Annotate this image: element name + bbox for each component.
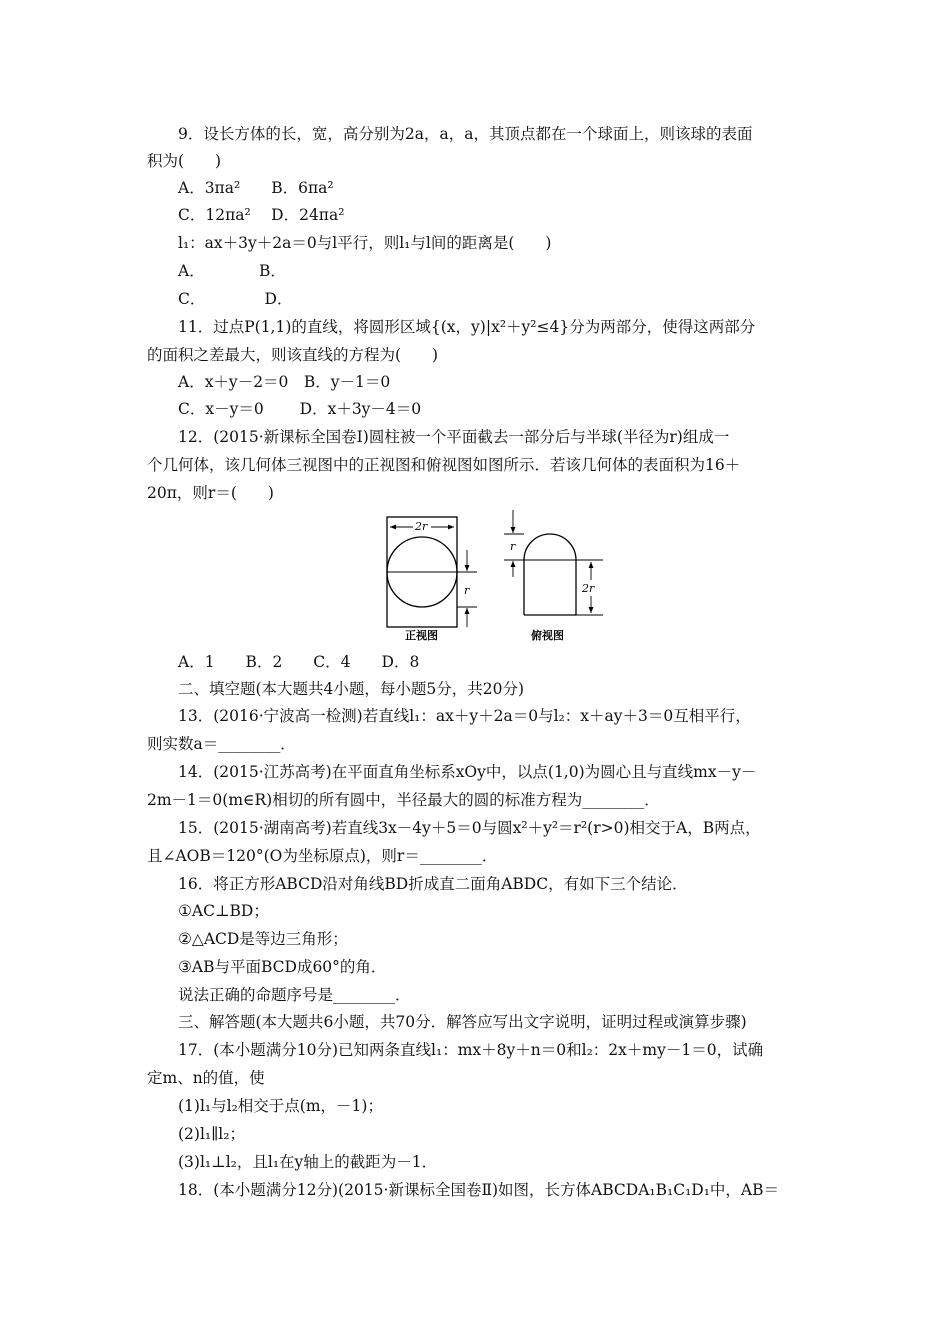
front-2r-arrow-left xyxy=(390,525,396,530)
q11-options-ab: A．x＋y－2＝0 B．y－1＝0 xyxy=(178,373,391,391)
q15-line-1: 15．(2015·湖南高考)若直线3x－4y＋5＝0与圆x²＋y²＝r²(r>0)相交于A，B两点， xyxy=(178,819,761,837)
q16-statement-3: ③AB与平面BCD成60°的角． xyxy=(178,958,387,976)
q10-line-1: l₁：ax＋3y＋2a＝0与l平行，则l₁与l间的距离是( ) xyxy=(178,234,552,252)
front-2r-label: 2r xyxy=(415,520,428,533)
q13-line-1: 13．(2016·宁波高一检测)若直线l₁：ax＋y＋2a＝0与l₂：x＋ay＋3＝0互相平行， xyxy=(178,707,751,725)
q9-options-ab: A．3πa² B．6πa² xyxy=(178,179,334,197)
top-view-caption: 俯视图 xyxy=(531,629,564,642)
top-view-outline xyxy=(524,534,576,615)
q14-line-1: 14．(2015·江苏高考)在平面直角坐标系xOy中，以点(1,0)为圆心且与直线mx－y－ xyxy=(178,763,757,781)
three-view-figure xyxy=(373,505,593,645)
q17-part-3: (3)l₁⊥l₂，且l₁在y轴上的截距为－1． xyxy=(178,1153,438,1171)
q16-answer-line: 说法正确的命题序号是________． xyxy=(178,986,411,1004)
q17-part-2: (2)l₁∥l₂； xyxy=(178,1125,245,1143)
q12-line-1: 12．(2015·新课标全国卷Ⅰ)圆柱被一个平面截去一部分后与半球(半径为r)组成一 xyxy=(178,428,730,446)
q12-line-2: 个几何体，该几何体三视图中的正视图和俯视图如图所示．若该几何体的表面积为16＋ xyxy=(147,456,741,474)
q11-options-cd: C．x－y＝0 D．x＋3y－4＝0 xyxy=(178,400,422,418)
q9-options-cd: C．12πa² D．24πa² xyxy=(178,206,345,224)
q16-line-1: 16．将正方形ABCD沿对角线BD折成直二面角ABDC，有如下三个结论． xyxy=(178,875,688,893)
q9-line-2: 积为( ) xyxy=(147,152,222,170)
front-view-caption: 正视图 xyxy=(405,629,438,642)
q12-options: A．1 B．2 C．4 D．8 xyxy=(178,653,420,671)
front-r-label: r xyxy=(464,584,470,597)
q10-options-ab: A． B． xyxy=(178,262,286,280)
q12-line-3: 20π，则r＝( ) xyxy=(147,484,274,502)
q17-part-1: (1)l₁与l₂相交于点(m，－1)； xyxy=(178,1097,383,1115)
q11-line-1: 11．过点P(1,1)的直线，将圆形区域{(x，y)|x²＋y²≤4}分为两部分，使得这两部分 xyxy=(178,318,756,336)
q15-line-2: 且∠AOB＝120°(O为坐标原点)，则r＝________． xyxy=(147,847,498,865)
front-2r-arrow-right xyxy=(448,525,454,530)
q13-line-2: 则实数a＝________． xyxy=(147,735,296,753)
q17-line-1: 17．(本小题满分10分)已知两条直线l₁：mx＋8y＋n＝0和l₂：2x＋my－1＝0，试确 xyxy=(178,1041,764,1059)
top-r-label: r xyxy=(510,540,516,553)
section-3-heading: 三、解答题(本大题共6小题，共70分．解答应写出文字说明，证明过程或演算步骤) xyxy=(178,1013,747,1031)
q18-line-1: 18．(本小题满分12分)(2015·新课标全国卷Ⅱ)如图，长方体ABCDA₁B₁C₁D₁中，AB＝ xyxy=(178,1181,780,1199)
q14-line-2: 2m－1＝0(m∈R)相切的所有圆中，半径最大的圆的标准方程为________． xyxy=(147,791,660,809)
q10-options-cd: C． D． xyxy=(178,290,293,308)
q16-statement-1: ①AC⊥BD； xyxy=(178,902,269,920)
q17-line-2: 定m、n的值，使 xyxy=(147,1069,265,1087)
q16-statement-2: ②△ACD是等边三角形； xyxy=(178,930,348,948)
q11-line-2: 的面积之差最大，则该直线的方程为( ) xyxy=(147,346,439,364)
q9-line-1: 9．设长方体的长，宽，高分别为2a，a，a，其顶点都在一个球面上，则该球的表面 xyxy=(178,125,753,143)
top-2r-label: 2r xyxy=(582,582,595,595)
section-2-heading: 二、填空题(本大题共4小题，每小题5分，共20分) xyxy=(178,680,525,698)
